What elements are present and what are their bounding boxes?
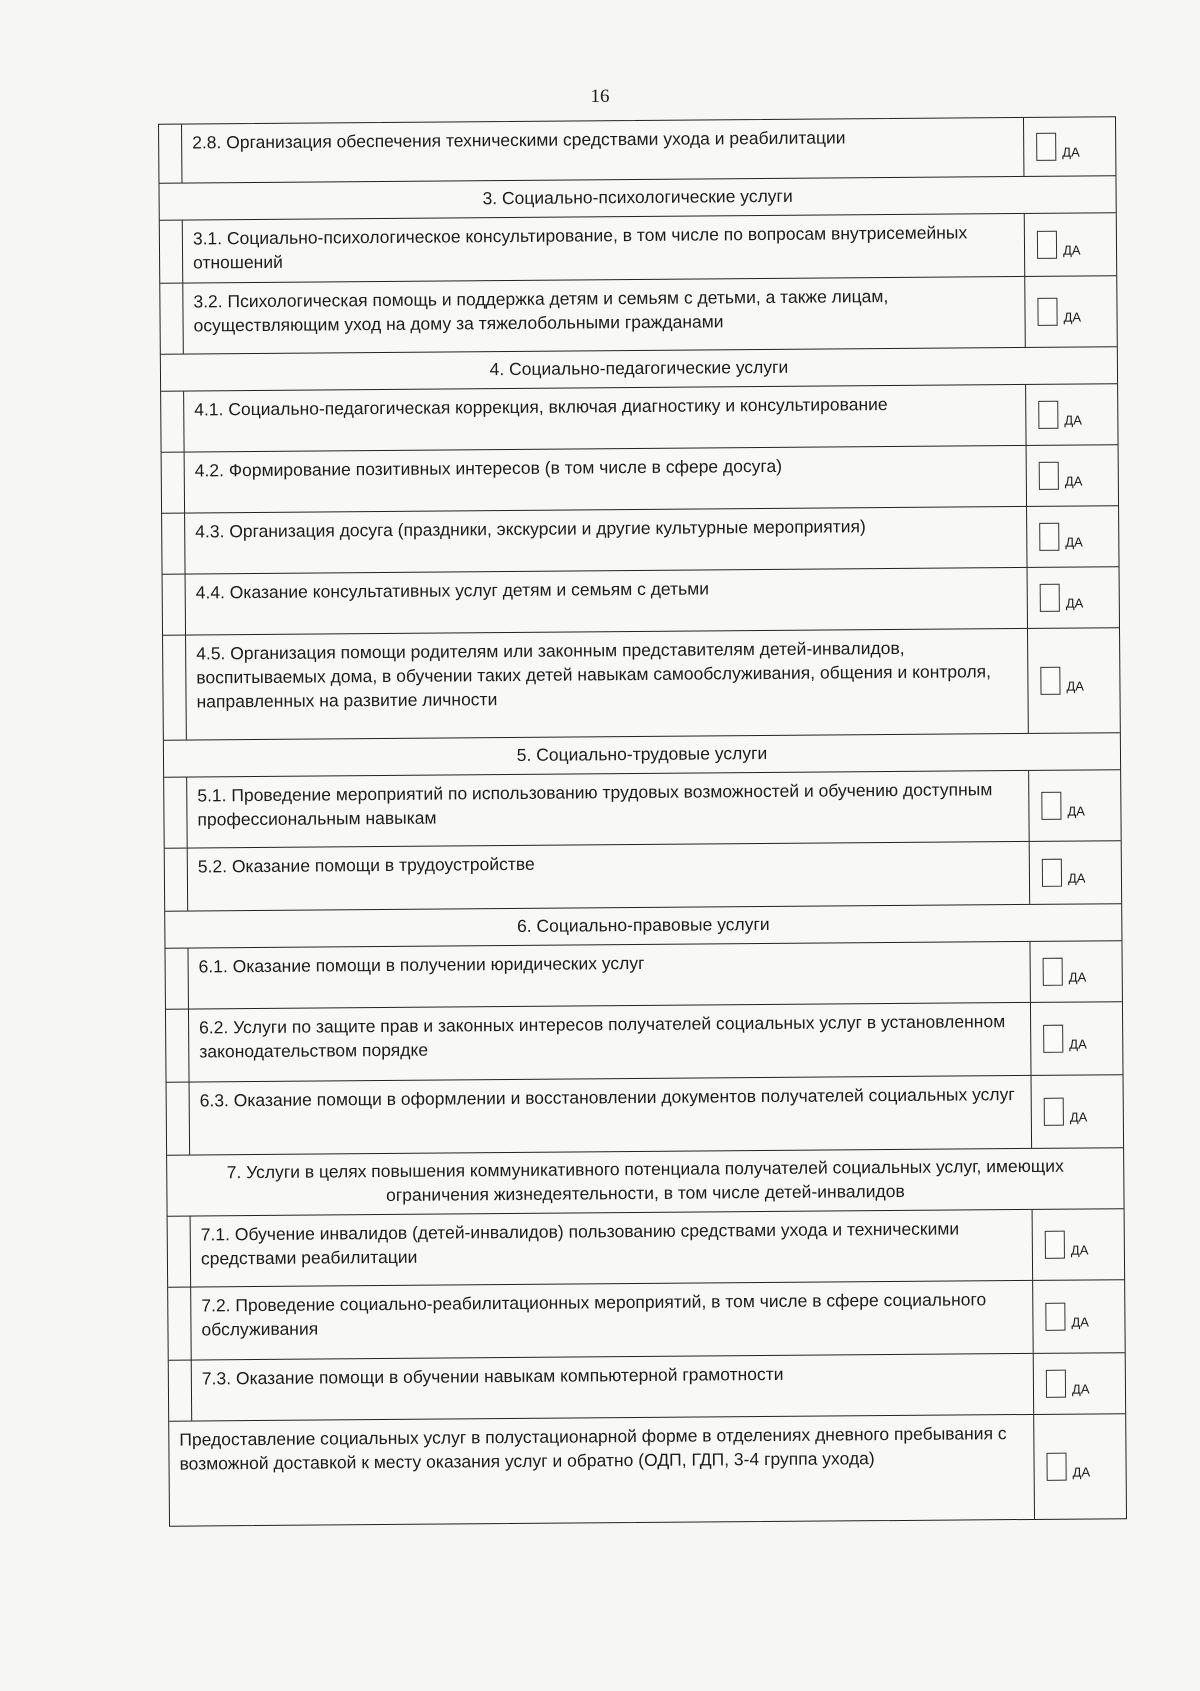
row-gutter xyxy=(162,453,185,513)
yes-label: ДА xyxy=(1064,473,1083,489)
yes-checkbox[interactable] xyxy=(1036,133,1056,161)
service-row xyxy=(163,566,1119,635)
service-text: Предоставление социальных услуг в полустационарной форме в отделениях дневного пребывания с возможной доставкой к месту оказания услуг и обратно (ОДП, ГДП, 3-4 группа ухода) xyxy=(179,1423,1007,1474)
answer-cell xyxy=(1027,567,1119,628)
yes-checkbox[interactable] xyxy=(1045,1303,1065,1331)
row-gutter xyxy=(168,1217,192,1287)
yes-label: ДА xyxy=(1071,1380,1090,1397)
service-text: 6.2. Услуги по защите прав и законных интересов получателей социальных услуг в установленном законодательством порядке xyxy=(199,1011,1006,1062)
section-header-row xyxy=(165,903,1121,948)
service-row xyxy=(167,1074,1124,1155)
service-text: 6.1. Оказание помощи в получении юридических услуг xyxy=(198,952,645,977)
service-text: 3.2. Психологическая помощь и поддержка детям и семьям с детьми, а также лицам, осуществляющим уход на дому за тяжелобольными гражданами xyxy=(193,286,889,336)
answer-cell xyxy=(1025,384,1117,445)
yes-checkbox[interactable] xyxy=(1043,1025,1063,1053)
answer-cell xyxy=(1027,628,1120,733)
answer-cell xyxy=(1032,1280,1125,1353)
yes-label: ДА xyxy=(1070,1241,1089,1258)
yes-checkbox[interactable] xyxy=(1046,1453,1066,1481)
answer-cell xyxy=(1028,770,1121,841)
yes-checkbox[interactable] xyxy=(1039,523,1059,551)
yes-label: ДА xyxy=(1065,595,1084,611)
service-row xyxy=(165,940,1121,1009)
service-text: 4.1. Социально-педагогическая коррекция, включая диагностику и консультирование xyxy=(194,394,888,420)
footer-service-row xyxy=(169,1413,1126,1526)
service-text: 6.3. Оказание помощи в оформлении и восстановлении документов получателей социальных услуг xyxy=(199,1084,1015,1111)
yes-checkbox[interactable] xyxy=(1040,667,1060,695)
yes-label: ДА xyxy=(1068,968,1087,985)
yes-checkbox[interactable] xyxy=(1043,958,1063,986)
yes-label: ДА xyxy=(1069,1035,1087,1052)
row-gutter xyxy=(160,284,184,354)
service-row xyxy=(159,117,1115,183)
row-gutter xyxy=(159,125,182,183)
yes-checkbox[interactable] xyxy=(1044,1098,1064,1126)
service-text: 7.1. Обучение инвалидов (детей-инвалидов) пользованию средствами ухода и техническими средствами реабилитации xyxy=(200,1218,960,1269)
answer-cell xyxy=(1026,445,1118,506)
service-row xyxy=(168,1208,1125,1287)
yes-label: ДА xyxy=(1065,534,1083,550)
page-number: 16 xyxy=(590,86,610,107)
yes-checkbox[interactable] xyxy=(1046,1370,1066,1398)
yes-checkbox[interactable] xyxy=(1037,298,1057,326)
service-row xyxy=(162,444,1118,513)
yes-checkbox[interactable] xyxy=(1038,401,1058,429)
service-row xyxy=(166,1001,1123,1082)
answer-cell xyxy=(1024,276,1117,347)
service-text: 5.2. Оказание помощи в трудоустройстве xyxy=(197,853,535,877)
yes-label: ДА xyxy=(1063,309,1082,325)
service-row xyxy=(169,1352,1125,1421)
row-gutter xyxy=(163,575,186,635)
row-gutter xyxy=(165,849,188,911)
service-text: 5.1. Проведение мероприятий по использованию трудовых возможностей и обучению доступным профессиональным навыкам xyxy=(197,779,993,830)
row-gutter xyxy=(168,1288,192,1360)
service-row xyxy=(163,627,1120,740)
answer-cell xyxy=(1024,213,1116,276)
section-header-row xyxy=(161,346,1117,391)
yes-checkbox[interactable] xyxy=(1042,859,1062,887)
yes-label: ДА xyxy=(1067,870,1086,886)
answer-cell xyxy=(1031,1075,1124,1148)
yes-checkbox[interactable] xyxy=(1045,1231,1065,1259)
row-gutter xyxy=(163,636,187,740)
yes-label: ДА xyxy=(1067,803,1085,819)
row-gutter xyxy=(162,514,185,574)
section-header-row xyxy=(167,1147,1123,1216)
section-header: 4. Социально-педагогические услуги xyxy=(489,356,789,380)
row-gutter xyxy=(169,1361,192,1421)
service-row xyxy=(161,383,1117,452)
row-gutter xyxy=(167,1083,191,1155)
service-text: 7.2. Проведение социально-реабилитационных мероприятий, в том числе в сфере социального обслуживания xyxy=(201,1289,987,1340)
service-text: 7.3. Оказание помощи в обучении навыкам компьютерной грамотности xyxy=(201,1363,784,1389)
yes-checkbox[interactable] xyxy=(1039,462,1059,490)
answer-cell xyxy=(1032,1209,1125,1280)
yes-label: ДА xyxy=(1066,678,1084,694)
answer-cell xyxy=(1033,1353,1125,1414)
service-text: 3.1. Социально-психологическое консультирование, в том числе по вопросам внутрисемейных отношений xyxy=(192,222,968,273)
answer-cell xyxy=(1029,841,1121,904)
service-text: 2.8. Организация обеспечения техническими средствами ухода и реабилитации xyxy=(192,127,846,153)
row-gutter xyxy=(165,949,188,1009)
yes-label: ДА xyxy=(1062,242,1081,258)
section-header: 6. Социально-правовые услуги xyxy=(516,913,770,936)
row-gutter xyxy=(164,778,188,848)
service-row xyxy=(162,505,1118,574)
service-text: 4.5. Организация помощи родителям или законным представителям детей-инвалидов, воспитываемых дома, в обучении таких детей навыкам самообслуживания, общения и контроля, направленных на развитие личности xyxy=(196,637,992,712)
yes-label: ДА xyxy=(1064,412,1082,428)
section-header: 3. Социально-психологические услуги xyxy=(482,185,793,209)
yes-checkbox[interactable] xyxy=(1040,584,1060,612)
yes-label: ДА xyxy=(1062,144,1080,160)
service-row xyxy=(165,840,1121,911)
answer-cell xyxy=(1026,506,1118,567)
service-text: 4.2. Формирование позитивных интересов (в том числе в сфере досуга) xyxy=(194,455,783,481)
row-gutter xyxy=(161,392,184,452)
service-text: 4.3. Организация досуга (праздники, экскурсии и другие культурные мероприятия) xyxy=(195,516,866,542)
yes-checkbox[interactable] xyxy=(1037,231,1057,259)
yes-label: ДА xyxy=(1072,1463,1091,1480)
answer-cell xyxy=(1029,941,1121,1002)
answer-cell xyxy=(1023,117,1115,176)
service-row xyxy=(168,1279,1125,1360)
answer-cell xyxy=(1030,1002,1123,1075)
row-gutter xyxy=(160,221,183,283)
yes-label: ДА xyxy=(1071,1313,1089,1330)
service-row xyxy=(164,769,1121,848)
answer-cell xyxy=(1033,1414,1126,1519)
services-checklist-table xyxy=(158,116,1127,1526)
service-text: 4.4. Оказание консультативных услуг детям и семьям с детьми xyxy=(195,578,710,603)
yes-label: ДА xyxy=(1069,1108,1088,1125)
section-header: 7. Услуги в целях повышения коммуникативного потенциала получателей социальных услуг, имеющих ограничения жизнедеятельности, в том числе детей-инвалидов xyxy=(226,1155,1064,1206)
section-header-row xyxy=(164,732,1120,777)
row-gutter xyxy=(166,1010,190,1082)
section-header-row xyxy=(159,175,1115,220)
section-header: 5. Социально-трудовые услуги xyxy=(516,742,768,765)
yes-checkbox[interactable] xyxy=(1041,792,1061,820)
service-row xyxy=(160,275,1117,354)
service-row xyxy=(160,212,1116,283)
